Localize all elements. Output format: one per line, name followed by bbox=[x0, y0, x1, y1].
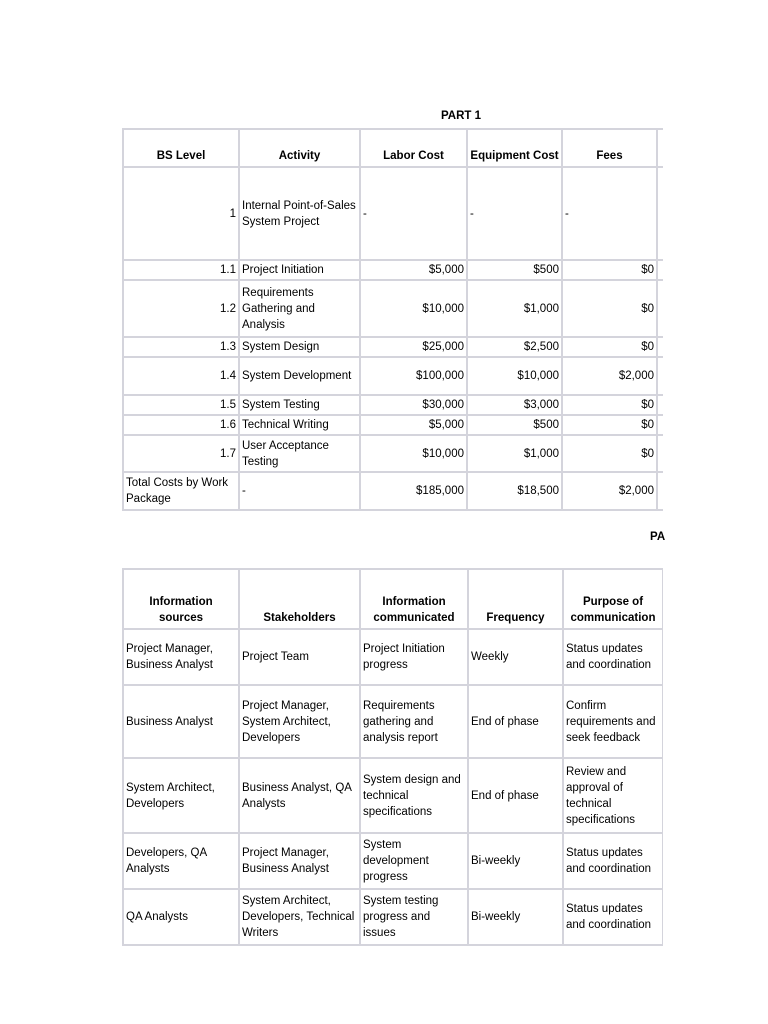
table-row bbox=[123, 889, 663, 945]
row-stakeholders: System Architect, Developers, Technical Writers bbox=[239, 889, 360, 945]
row-fees: $0 bbox=[562, 260, 657, 280]
row-purpose: Status updates and coordination bbox=[563, 889, 663, 945]
row-extra bbox=[657, 167, 663, 260]
row-labor: $10,000 bbox=[360, 280, 467, 337]
communication-table-container bbox=[122, 568, 663, 946]
row-source: Developers, QA Analysts bbox=[123, 833, 239, 889]
row-fees: $0 bbox=[562, 395, 657, 415]
cost-table-header-row bbox=[123, 129, 663, 167]
communication-header-row bbox=[123, 569, 663, 629]
header-labor-cost: Labor Cost bbox=[360, 129, 467, 167]
row-frequency: Weekly bbox=[468, 629, 563, 685]
row-purpose: Status updates and coordination bbox=[563, 833, 663, 889]
table-row bbox=[123, 260, 663, 280]
row-labor: $10,000 bbox=[360, 435, 467, 472]
row-activity: System Testing bbox=[239, 395, 360, 415]
row-purpose: Review and approval of technical specifications bbox=[563, 758, 663, 833]
row-fees: $0 bbox=[562, 337, 657, 357]
total-fees: $2,000 bbox=[562, 472, 657, 510]
row-fees: $0 bbox=[562, 280, 657, 337]
table-row bbox=[123, 337, 663, 357]
header-bs-level: BS Level bbox=[123, 129, 239, 167]
header-frequency: Frequency bbox=[468, 569, 563, 629]
total-label: Total Costs by Work Package bbox=[123, 472, 239, 510]
communication-table bbox=[122, 568, 663, 946]
row-activity: System Design bbox=[239, 337, 360, 357]
row-equipment: $500 bbox=[467, 260, 562, 280]
table-row bbox=[123, 435, 663, 472]
total-labor: $185,000 bbox=[360, 472, 467, 510]
row-equipment: $500 bbox=[467, 415, 562, 435]
header-equipment-cost: Equipment Cost bbox=[467, 129, 562, 167]
row-fees: $0 bbox=[562, 435, 657, 472]
row-info: Requirements gathering and analysis report bbox=[360, 685, 468, 758]
table-row bbox=[123, 833, 663, 889]
row-level: 1.6 bbox=[123, 415, 239, 435]
row-extra bbox=[657, 337, 663, 357]
row-level: 1.3 bbox=[123, 337, 239, 357]
header-information-communicated: Information communicated bbox=[360, 569, 468, 629]
row-equipment: $2,500 bbox=[467, 337, 562, 357]
row-purpose: Confirm requirements and seek feedback bbox=[563, 685, 663, 758]
table-row bbox=[123, 629, 663, 685]
row-activity: - bbox=[239, 472, 360, 510]
row-source: Business Analyst bbox=[123, 685, 239, 758]
header-purpose: Purpose of communication bbox=[563, 569, 663, 629]
table-row bbox=[123, 357, 663, 395]
table-row bbox=[123, 280, 663, 337]
row-extra bbox=[657, 395, 663, 415]
row-level: 1 bbox=[123, 167, 239, 260]
row-frequency: Bi-weekly bbox=[468, 833, 563, 889]
row-level: 1.1 bbox=[123, 260, 239, 280]
row-activity: Requirements Gathering and Analysis bbox=[239, 280, 360, 337]
row-level: 1.5 bbox=[123, 395, 239, 415]
row-activity: Project Initiation bbox=[239, 260, 360, 280]
header-stakeholders: Stakeholders bbox=[239, 569, 360, 629]
table-row bbox=[123, 685, 663, 758]
row-equipment: $1,000 bbox=[467, 435, 562, 472]
row-info: System development progress bbox=[360, 833, 468, 889]
row-frequency: End of phase bbox=[468, 685, 563, 758]
row-stakeholders: Business Analyst, QA Analysts bbox=[239, 758, 360, 833]
row-extra bbox=[657, 415, 663, 435]
total-row bbox=[123, 472, 663, 510]
row-extra bbox=[657, 357, 663, 395]
row-source: Project Manager, Business Analyst bbox=[123, 629, 239, 685]
row-frequency: Bi-weekly bbox=[468, 889, 563, 945]
header-information-sources: Information sources bbox=[123, 569, 239, 629]
row-info: System testing progress and issues bbox=[360, 889, 468, 945]
row-source: QA Analysts bbox=[123, 889, 239, 945]
row-info: Project Initiation progress bbox=[360, 629, 468, 685]
row-labor: $5,000 bbox=[360, 415, 467, 435]
row-equipment: $10,000 bbox=[467, 357, 562, 395]
header-fees: Fees bbox=[562, 129, 657, 167]
row-fees: - bbox=[562, 167, 657, 260]
row-source: System Architect, Developers bbox=[123, 758, 239, 833]
row-purpose: Status updates and coordination bbox=[563, 629, 663, 685]
row-frequency: End of phase bbox=[468, 758, 563, 833]
row-labor: - bbox=[360, 167, 467, 260]
row-level: 1.4 bbox=[123, 357, 239, 395]
row-labor: $100,000 bbox=[360, 357, 467, 395]
row-fees: $2,000 bbox=[562, 357, 657, 395]
row-extra bbox=[657, 280, 663, 337]
row-fees: $0 bbox=[562, 415, 657, 435]
row-equipment: $1,000 bbox=[467, 280, 562, 337]
part1-title: PART 1 bbox=[440, 110, 482, 122]
row-stakeholders: Project Manager, System Architect, Developers bbox=[239, 685, 360, 758]
table-row bbox=[123, 395, 663, 415]
total-equipment: $18,500 bbox=[467, 472, 562, 510]
row-stakeholders: Project Team bbox=[239, 629, 360, 685]
row-labor: $5,000 bbox=[360, 260, 467, 280]
cost-table-container bbox=[122, 128, 663, 511]
row-activity: User Acceptance Testing bbox=[239, 435, 360, 472]
row-equipment: $3,000 bbox=[467, 395, 562, 415]
row-level: 1.7 bbox=[123, 435, 239, 472]
part2-title: PA bbox=[650, 531, 666, 543]
row-labor: $30,000 bbox=[360, 395, 467, 415]
row-info: System design and technical specifications bbox=[360, 758, 468, 833]
row-activity: System Development bbox=[239, 357, 360, 395]
header-activity: Activity bbox=[239, 129, 360, 167]
row-extra bbox=[657, 260, 663, 280]
header-extra bbox=[657, 129, 663, 167]
row-stakeholders: Project Manager, Business Analyst bbox=[239, 833, 360, 889]
row-activity: Internal Point-of-Sales System Project bbox=[239, 167, 360, 260]
row-equipment: - bbox=[467, 167, 562, 260]
row-extra bbox=[657, 472, 663, 510]
row-activity: Technical Writing bbox=[239, 415, 360, 435]
table-row bbox=[123, 415, 663, 435]
row-extra bbox=[657, 435, 663, 472]
row-level: 1.2 bbox=[123, 280, 239, 337]
table-row bbox=[123, 758, 663, 833]
cost-table bbox=[122, 128, 663, 511]
table-row bbox=[123, 167, 663, 260]
row-labor: $25,000 bbox=[360, 337, 467, 357]
